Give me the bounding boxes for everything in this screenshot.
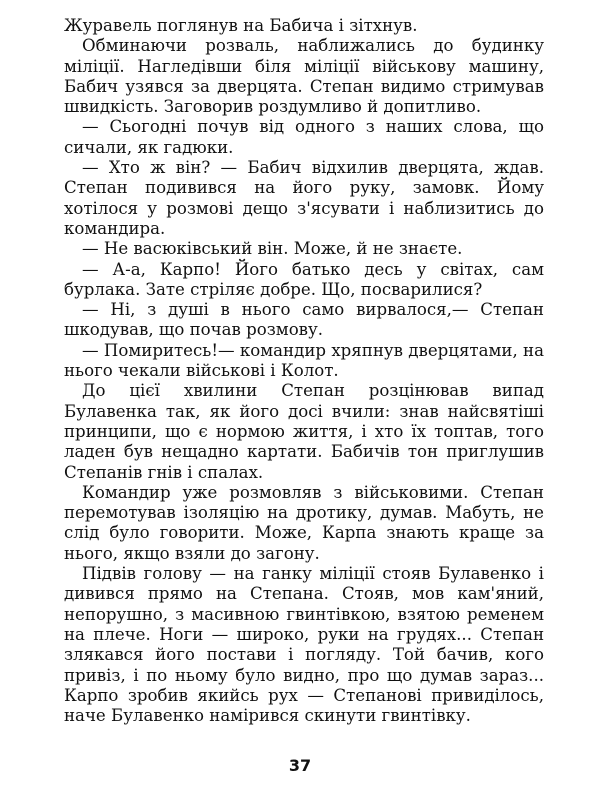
body-text: [64, 16, 544, 726]
paragraph: Обминаючи розваль, наближались до будинку міліції. Нагледівши біля міліції військову машину, Бабич узявся за дверцята. Степан видимо стримував швидкість. Заговорив роздумливо й допитливо.: [64, 36, 544, 117]
paragraph: Командир уже розмовляв з військовими. Степан перемотував ізоляцію на дротику, думав. Мабуть, не слід було говорити. Може, Карпа знають краще за нього, якщо взяли до загону.: [64, 482, 544, 563]
paragraph: — А-а, Карпо! Його батько десь у світах, сам бурлака. Зате стріляє добре. Що, посварилися?: [64, 259, 544, 299]
paragraph: Підвів голову — на ганку міліції стояв Булавенко і дивився прямо на Степана. Стояв, мов кам'яний, непорушно, з масивною гвинтівкою, взятою ременем на плече. Ноги — широко, руки на грудях... Степан злякався його постави і погляду. Той бачив, кого привіз, і по ньому було видно, про що думав зараз... Карпо зробив якийсь рух — Степанові привиділось, наче Булавенко намірився скинути гвинтівку.: [64, 564, 544, 726]
paragraph: — Помиритесь!— командир хряпнув дверцятами, на нього чекали військові і Колот.: [64, 340, 544, 381]
paragraph: — Ні, з душі в нього само вирвалося,— Степан шкодував, що почав розмову.: [64, 300, 544, 340]
paragraph: Журавель поглянув на Бабича і зітхнув.: [64, 16, 418, 35]
paragraph: — Сьогодні почув від одного з наших слова, що сичали, як гадюки.: [64, 117, 544, 157]
paragraph: До цієї хвилини Степан розцінював випад Булавенка так, як його досі вчили: знав найсвятіші принципи, що є нормою життя, і хто їх топтав, того ладен був нещадно картати. Бабичів тон приглушив Степанів гнів і спалах.: [64, 381, 544, 482]
paragraph: — Не васюківський він. Може, й не знаєте.: [82, 239, 463, 259]
paragraph: — Хто ж він? — Бабич відхилив дверцята, ждав. Степан подивився на його руку, замовк. Йому хотілося у розмові дещо з'ясувати і наблизитись до командира.: [64, 158, 544, 238]
page-number: 37: [288, 756, 312, 775]
